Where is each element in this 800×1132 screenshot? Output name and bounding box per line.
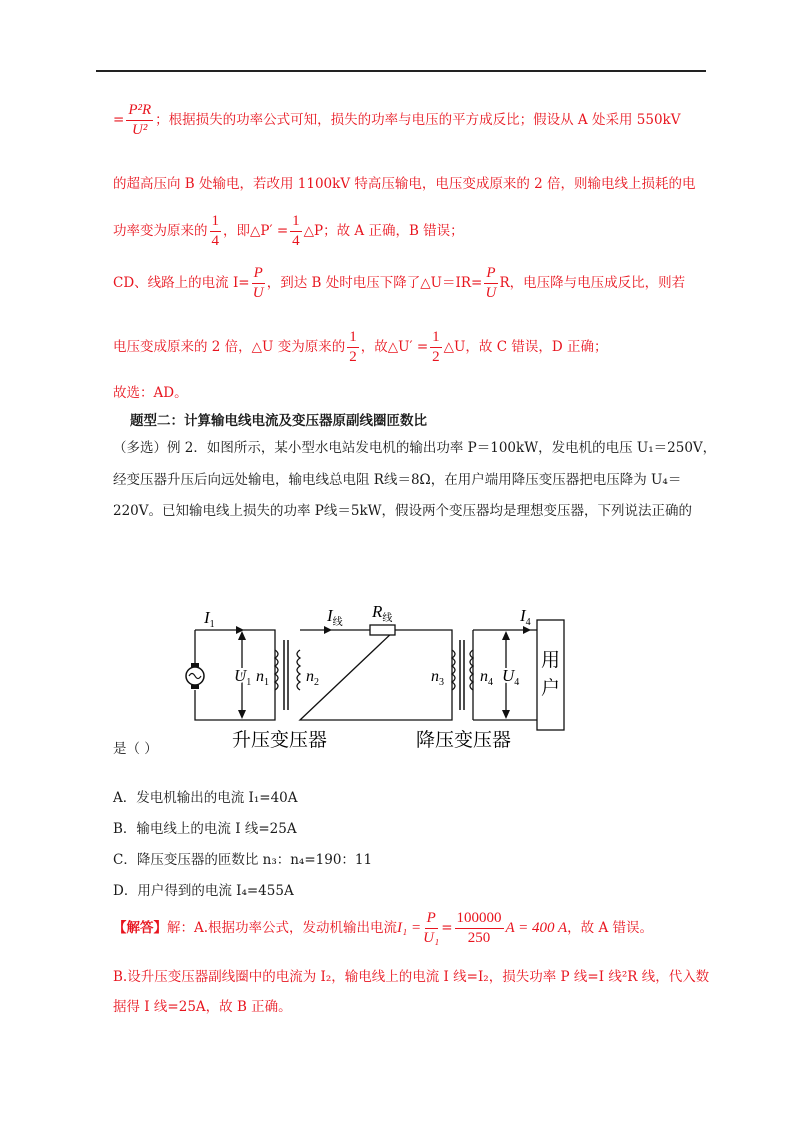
fraction-quarter: $\frac{1}{4}$: [211, 213, 219, 249]
transmission-loop-wire: [300, 630, 452, 720]
fraction-half: $\frac{1}{2}$: [349, 329, 357, 365]
fraction-quarter-2: $\frac{1}{4}$: [292, 213, 300, 249]
fraction-half-2: $\frac{1}{2}$: [432, 329, 440, 365]
answer-value-fraction: $\frac{100000}{250}$: [456, 910, 502, 946]
voltage-drop-fraction: $\frac{P}{U}$: [485, 265, 497, 301]
user-box: [537, 620, 564, 730]
power-loss-fraction: $\frac{\text{P²R}}{\text{U²}}$: [128, 102, 152, 138]
answer-line-1: 【解答】解：A.根据功率公式，发动机输出电流I₁ = $\frac{P}{\text{U₁}}$ = $\frac{100000}{250}$ A = 400 A，故 A 错误。: [113, 910, 654, 946]
current-fraction: $\frac{P}{U}$: [252, 265, 264, 301]
explanation-line-1: = $\frac{\text{P²R}}{\text{U²}}$ ；根据损失的功率公式可知，损失的功率与电压的平方成反比；假设从 A 处采用 550kV: [113, 102, 681, 138]
i1-arrowhead: [236, 626, 244, 634]
label-n1: $n_1$: [256, 668, 269, 688]
explanation-line-5: 电压变成原来的 2 倍，△U 变为原来的 $\frac{1}{2}$ ，故△U′ = $\frac{1}{2}$ △U，故 C 错误，D 正确；: [113, 329, 608, 365]
explanation-line-2: 的超高压向 B 处输电，若改用 1100kV 特高压输电，电压变成原来的 2 倍，则输电线上损耗的电: [113, 176, 696, 192]
question-line-1: （多选）例 2．如图所示，某小型水电站发电机的输出功率 P＝100kW，发电机的电压 U₁＝250V，: [113, 440, 717, 456]
option-a[interactable]: A．发电机输出的电流 I₁=40A: [113, 790, 298, 806]
question-line-2: 经变压器升压后向远处输电，输电线总电阻 R线＝8Ω，在用户端用降压变压器把电压降为 U₄＝: [113, 472, 682, 488]
label-step-up: 升压变压器: [232, 730, 328, 750]
option-c[interactable]: C．降压变压器的匝数比 n₃：n₄=190：11: [113, 852, 373, 868]
answer-line-3: 据得 I 线=25A，故 B 正确。: [113, 999, 292, 1015]
label-n2: $n_2$: [306, 668, 319, 688]
header-rule: [96, 70, 706, 72]
explanation-line-4: CD、线路上的电流 I= $\frac{P}{U}$ ，到达 B 处时电压下降了△U＝IR= $\frac{P}{U}$ R，电压降与电压成反比，则若: [113, 265, 686, 301]
question-line-3: 220V。已知输电线上损失的功率 P线＝5kW，假设两个变压器均是理想变压器，下列说法正确的: [113, 503, 693, 519]
coil-n2: [297, 650, 300, 690]
section-heading: 题型二：计算输电线电流及变压器原副线圈匝数比: [130, 413, 427, 429]
step-up-core: [284, 640, 288, 710]
answer-choice: 故选：AD。: [113, 385, 188, 401]
label-n4: $n_4$: [480, 668, 493, 688]
label-i-line: $I_线$: [327, 606, 343, 628]
label-user-2: 户: [541, 678, 561, 699]
question-line-4: 是（ ）: [113, 741, 158, 757]
iline-arrowhead: [324, 626, 332, 634]
label-u1: $U_1$: [234, 666, 252, 688]
label-i4: $I_4$: [520, 606, 531, 628]
resistor-icon: [370, 625, 395, 635]
label-user-1: 用: [541, 650, 561, 671]
label-i1: $I_1$: [204, 608, 215, 630]
explanation-line-3: 功率变为原来的 $\frac{1}{4}$ ，即△P′ = $\frac{1}{4}$ △P；故 A 正确，B 错误；: [113, 213, 464, 249]
answer-line-2: B.设升压变压器副线圈中的电流为 I₂，输电线上的电流 I 线=I₂，损失功率 P 线=I 线²R 线，代入数: [113, 969, 710, 985]
label-r-line: $R_线$: [372, 602, 393, 624]
label-step-down: 降压变压器: [416, 730, 512, 750]
label-u4: $U_4$: [502, 666, 520, 688]
generator-icon: [186, 663, 204, 689]
label-n3: $n_3$: [431, 668, 444, 688]
option-d[interactable]: D．用户得到的电流 I₄=455A: [113, 883, 294, 899]
answer-current-fraction: $\frac{P}{\text{U₁}}$: [423, 910, 440, 946]
power-transmission-circuit-diagram: [180, 600, 580, 750]
step-down-core: [460, 640, 464, 710]
option-b[interactable]: B．输电线上的电流 I 线=25A: [113, 821, 297, 837]
